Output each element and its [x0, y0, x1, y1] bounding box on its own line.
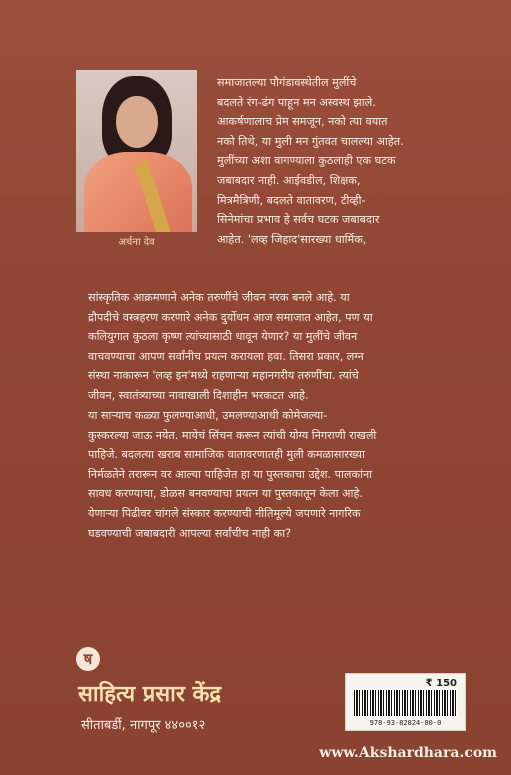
photo-face	[116, 96, 158, 148]
blurb-line: बदलते रंग-ढंग पाहून मन अस्वस्थ झाले.	[217, 95, 376, 109]
watermark: www.Akshardhara.com	[319, 745, 497, 761]
blurb-paragraph-2	[88, 288, 450, 406]
blurb-line: द्रौपदीचे वस्त्रहरण करणारे अनेक दुर्योधन आज समाजात आहेत, पण या	[88, 310, 373, 324]
author-name: अर्चना देव	[118, 237, 155, 248]
publisher-name: साहित्य प्रसार केंद्र	[78, 682, 222, 707]
blurb-line: संस्था नाकारून 'लव्ह इन'मध्ये राहणाऱ्या महानगरीय तरुणींचा. त्यांचे	[88, 369, 359, 383]
price-label: ₹ 150	[425, 678, 457, 689]
blurb-line: येणाऱ्या पिढीवर चांगले संस्कार करण्याची नीतिमूल्ये जपणारे नागरिक	[88, 506, 361, 520]
blurb-line: मित्रमैत्रिणी, बदलते वातावरण, टीव्ही-	[217, 193, 366, 207]
blurb-line: आहेत. 'लव्ह जिहाद'सारख्या धार्मिक,	[217, 232, 367, 246]
publisher-logo: ष	[76, 647, 100, 671]
blurb-line: जीवन, स्वातंत्र्याच्या नावाखाली दिशाहीन भरकटत आहे.	[88, 388, 309, 402]
blurb-line: जबाबदार नाही. आईवडील, शिक्षक,	[217, 173, 361, 187]
isbn-number: 978-93-82824-80-0	[369, 719, 442, 727]
publisher-address: सीताबर्डी, नागपूर ४४००१२	[81, 718, 206, 733]
blurb-line: पाहिजे. बदलत्या खराब सामाजिक वातावरणातही मुली कमळासारख्या	[88, 448, 365, 462]
blurb-line: कुस्करल्या जाऊ नयेत. मायेचं सिंचन करून त्यांची योग्य निगराणी राखली	[88, 428, 377, 442]
blurb-paragraph-1	[217, 73, 449, 249]
blurb-paragraph-3	[88, 406, 450, 543]
blurb-line: सिनेमांचा प्रभाव हे सर्वच घटक जबाबदार	[217, 213, 380, 227]
blurb-line: सावध करण्याचा, डोळस बनवण्याचा प्रयत्न या पुस्तकातून केला आहे.	[88, 487, 363, 501]
barcode-label	[345, 673, 466, 731]
blurb-line: मुलींच्या अशा वागण्याला कुठलाही एक घटक	[217, 154, 396, 168]
isbn-barcode	[354, 690, 457, 716]
blurb-line: नको तिथे, या मुली मन गुंतवत चालल्या आहेत.	[217, 134, 404, 148]
blurb-line: समाजातल्या पौगंडावस्थेतील मुलींचे	[217, 76, 357, 89]
blurb-line: कलियुगात कुठला कृष्ण त्यांच्यासाठी धावून येणार? या मुलींचे जीवन	[88, 330, 358, 344]
blurb-line: घडवण्याची जबाबदारी आपल्या सर्वांचीच नाही का?	[88, 526, 292, 540]
blurb-line: निर्मळतेने तरारून वर आल्या पाहिजेत हा या पुस्तकाचा उद्देश. पालकांना	[88, 467, 373, 481]
blurb-line: या साऱ्याच कळ्या फुलण्याआधी, उमलण्याआधी कोमेजल्या-	[88, 409, 328, 422]
blurb-line: आकर्षणालाच प्रेम समजून, नको त्या वयात	[217, 115, 388, 129]
blurb-line: वाचवण्याचा आपण सर्वांनीच प्रयत्न करायला हवा. तिसरा प्रकार, लग्न	[88, 349, 364, 363]
blurb-line: सांस्कृतिक आक्रमणाने अनेक तरुणींचे जीवन नरक बनले आहे. या	[88, 291, 350, 304]
author-photo	[76, 70, 197, 232]
